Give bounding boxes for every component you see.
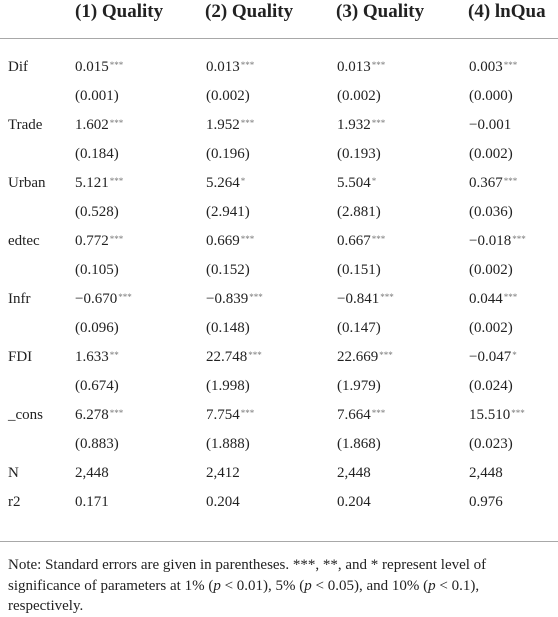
coefficient-value: 0.667 (337, 233, 371, 249)
coefficient-cell (206, 232, 254, 250)
standard-error-cell: (2.881) (337, 204, 381, 220)
coefficient-cell (75, 174, 123, 192)
standard-error-cell: (0.147) (337, 320, 381, 336)
significance-stars: *** (109, 234, 124, 244)
significance-stars: *** (240, 118, 255, 128)
significance-stars: *** (371, 408, 386, 418)
coefficient-cell (469, 232, 526, 250)
significance-stars: *** (118, 292, 132, 302)
coefficient-value: −0.670 (75, 291, 118, 307)
standard-error-cell: (1.888) (206, 436, 250, 452)
coefficient-cell (337, 232, 385, 250)
coefficient-value: 0.772 (75, 233, 109, 249)
coefficient-cell (469, 348, 517, 366)
coefficient-cell (75, 406, 123, 424)
significance-stars: ** (109, 350, 119, 360)
standard-error-cell: (0.000) (469, 88, 513, 104)
coefficient-value: 1.932 (337, 117, 371, 133)
standard-error-cell: (0.024) (469, 378, 513, 394)
summary-label: r2 (8, 494, 21, 510)
coefficient-value: 15.510 (469, 407, 511, 423)
standard-error-cell: (0.184) (75, 146, 119, 162)
coefficient-cell (469, 116, 512, 134)
row-label: edtec (8, 233, 40, 249)
significance-stars: *** (371, 118, 386, 128)
bottom-rule (0, 541, 558, 542)
coefficient-value: −0.839 (206, 291, 249, 307)
coefficient-cell (469, 290, 517, 308)
row-label: Urban (8, 175, 46, 191)
standard-error-cell: (0.001) (75, 88, 119, 104)
standard-error-cell: (2.941) (206, 204, 250, 220)
coefficient-value: 0.013 (206, 59, 240, 75)
coefficient-value: 0.003 (469, 59, 503, 75)
coefficient-value: 5.121 (75, 175, 109, 191)
coefficient-value: 0.044 (469, 291, 503, 307)
coefficient-value: −0.018 (469, 233, 512, 249)
standard-error-cell: (0.105) (75, 262, 119, 278)
standard-error-cell: (0.002) (469, 320, 513, 336)
summary-value: 2,412 (206, 465, 240, 481)
coefficient-value: −0.841 (337, 291, 380, 307)
coefficient-value: 7.664 (337, 407, 371, 423)
significance-stars: *** (240, 60, 255, 70)
coefficient-cell (337, 348, 393, 366)
coefficient-value: 5.504 (337, 175, 371, 191)
coefficient-cell (206, 58, 254, 76)
column-header-3: (3) Quality (336, 1, 425, 22)
coefficient-value: 0.669 (206, 233, 240, 249)
significance-stars: *** (371, 234, 386, 244)
significance-stars: * (371, 176, 377, 186)
summary-value: 0.976 (469, 494, 503, 510)
coefficient-cell (337, 290, 394, 308)
coefficient-cell (337, 116, 385, 134)
coefficient-value: 22.748 (206, 349, 248, 365)
standard-error-cell: (1.979) (337, 378, 381, 394)
significance-stars: *** (109, 60, 124, 70)
coefficient-cell (469, 406, 525, 424)
significance-stars: *** (371, 60, 386, 70)
standard-error-cell: (0.196) (206, 146, 250, 162)
summary-label: N (8, 465, 19, 481)
coefficient-cell (469, 58, 517, 76)
coefficient-cell (75, 232, 123, 250)
coefficient-value: −0.001 (469, 117, 512, 133)
coefficient-value: 0.367 (469, 175, 503, 191)
significance-stars: *** (379, 350, 393, 360)
summary-value: 0.204 (337, 494, 371, 510)
standard-error-cell: (0.002) (469, 262, 513, 278)
column-header-4: (4) lnQua (468, 1, 546, 22)
significance-stars: *** (109, 408, 124, 418)
significance-stars: *** (240, 408, 255, 418)
significance-stars: *** (503, 176, 518, 186)
standard-error-cell: (0.002) (337, 88, 381, 104)
column-header-2: (2) Quality (205, 1, 294, 22)
row-label: _cons (8, 407, 43, 423)
significance-stars: * (512, 350, 517, 360)
coefficient-value: 1.952 (206, 117, 240, 133)
significance-stars: *** (503, 292, 518, 302)
standard-error-cell: (0.036) (469, 204, 513, 220)
summary-value: 0.204 (206, 494, 240, 510)
coefficient-cell (206, 174, 245, 192)
coefficient-value: 7.754 (206, 407, 240, 423)
summary-value: 2,448 (469, 465, 503, 481)
standard-error-cell: (0.152) (206, 262, 250, 278)
coefficient-value: 0.013 (337, 59, 371, 75)
coefficient-value: 6.278 (75, 407, 109, 423)
significance-stars: *** (109, 118, 124, 128)
significance-stars: *** (503, 60, 518, 70)
coefficient-value: −0.047 (469, 349, 512, 365)
standard-error-cell: (0.193) (337, 146, 381, 162)
row-label: Infr (8, 291, 31, 307)
standard-error-cell: (0.023) (469, 436, 513, 452)
standard-error-cell: (0.096) (75, 320, 119, 336)
coefficient-value: 1.602 (75, 117, 109, 133)
coefficient-cell (75, 116, 123, 134)
coefficient-cell (206, 290, 263, 308)
standard-error-cell: (1.868) (337, 436, 381, 452)
significance-stars: *** (109, 176, 124, 186)
standard-error-cell: (0.674) (75, 378, 119, 394)
significance-stars: *** (512, 234, 526, 244)
standard-error-cell: (0.528) (75, 204, 119, 220)
standard-error-cell: (1.998) (206, 378, 250, 394)
significance-stars: *** (240, 234, 255, 244)
significance-stars: *** (248, 350, 262, 360)
standard-error-cell: (0.002) (469, 146, 513, 162)
coefficient-value: 5.264 (206, 175, 240, 191)
standard-error-cell: (0.151) (337, 262, 381, 278)
summary-value: 2,448 (337, 465, 371, 481)
coefficient-cell (75, 58, 123, 76)
standard-error-cell: (0.883) (75, 436, 119, 452)
standard-error-cell: (0.148) (206, 320, 250, 336)
summary-value: 0.171 (75, 494, 109, 510)
coefficient-cell (206, 348, 262, 366)
row-label: FDI (8, 349, 33, 365)
coefficient-cell (75, 290, 132, 308)
table-header (0, 0, 558, 37)
coefficient-cell (469, 174, 517, 192)
coefficient-cell (206, 116, 254, 134)
significance-stars: * (240, 176, 246, 186)
coefficient-cell (75, 348, 119, 366)
row-label: Dif (8, 59, 28, 75)
table-note: Note: Standard errors are given in parentheses. ***, **, and * represent level of significance of parameters at 1% (p < 0.01), 5% (p < 0.05), and 10% (p < 0.1), respectively. (8, 557, 487, 614)
significance-stars: *** (249, 292, 263, 302)
summary-value: 2,448 (75, 465, 109, 481)
coefficient-cell (337, 174, 376, 192)
coefficient-cell (337, 58, 385, 76)
coefficient-value: 0.015 (75, 59, 109, 75)
coefficient-cell (206, 406, 254, 424)
significance-stars: *** (511, 408, 525, 418)
coefficient-value: 1.633 (75, 349, 109, 365)
coefficient-value: 22.669 (337, 349, 379, 365)
coefficient-cell (337, 406, 385, 424)
header-rule (0, 38, 558, 39)
column-header-1: (1) Quality (75, 1, 164, 22)
row-label: Trade (8, 117, 43, 133)
standard-error-cell: (0.002) (206, 88, 250, 104)
significance-stars: *** (380, 292, 394, 302)
